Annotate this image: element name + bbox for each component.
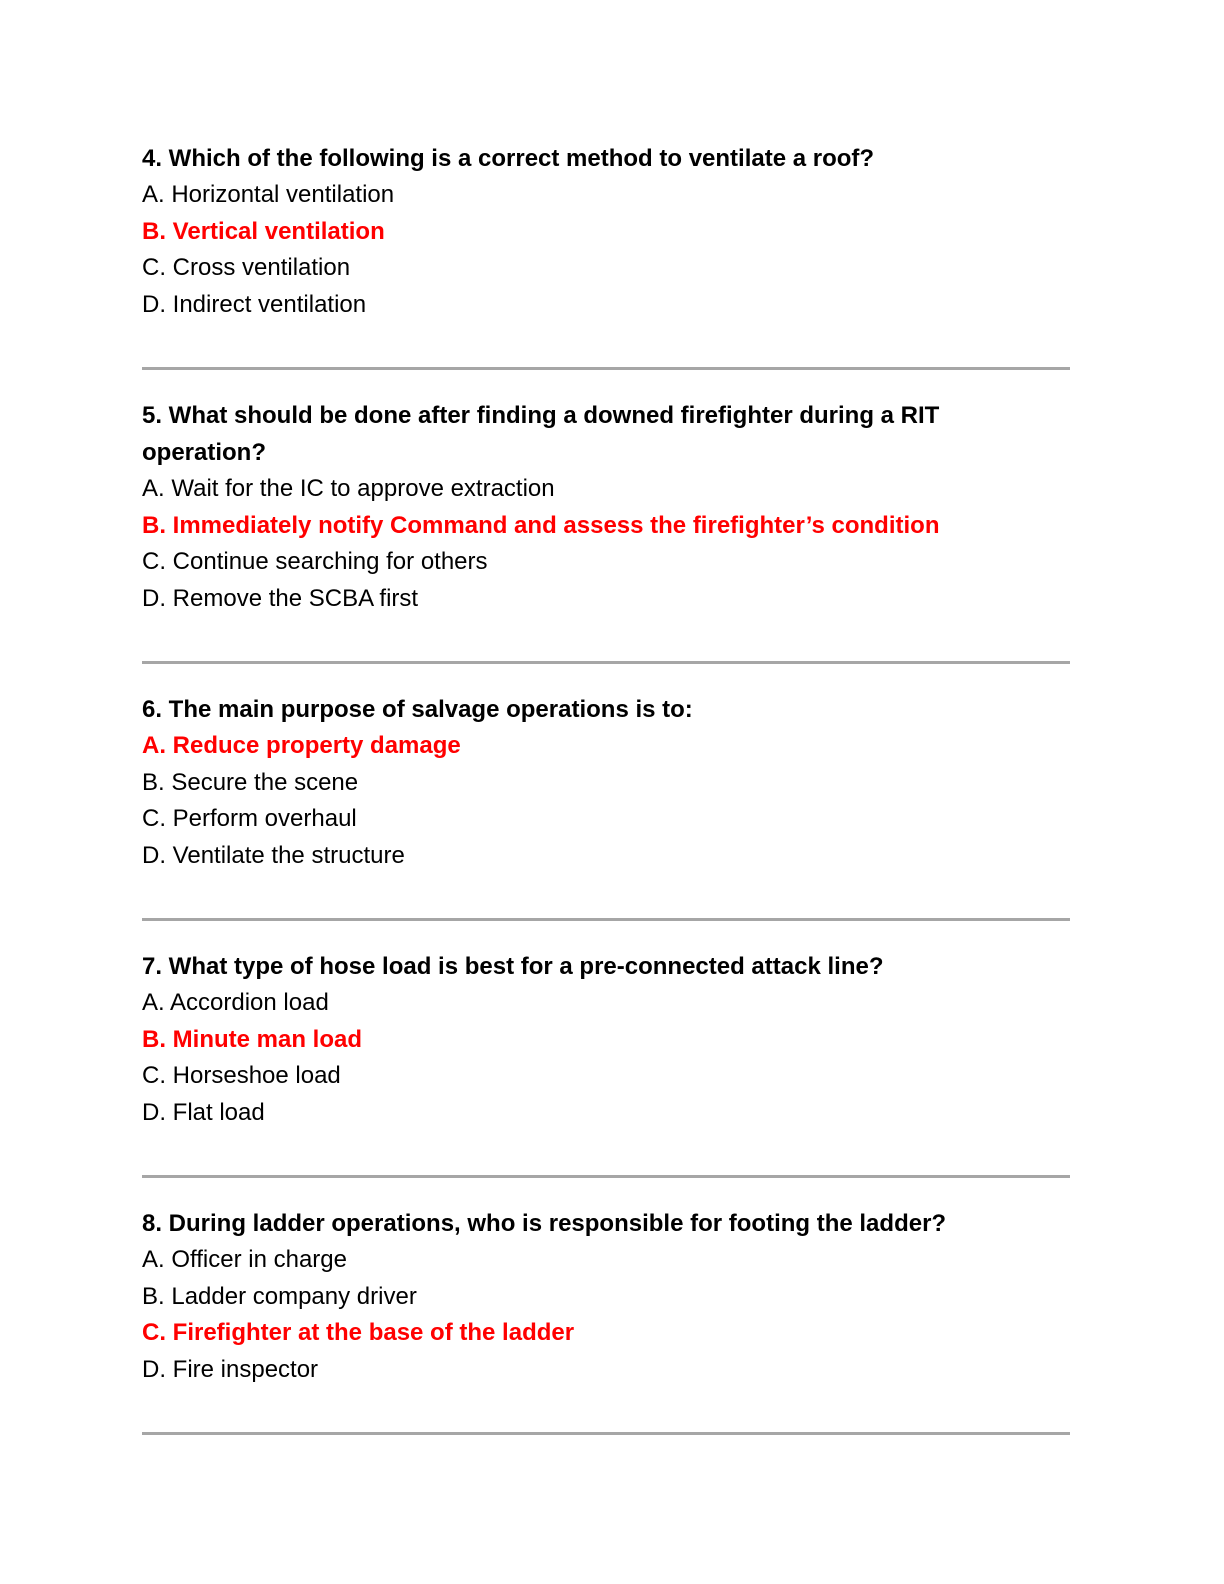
answer-option: B. Secure the scene: [142, 768, 359, 796]
correct-answer-option: B. Minute man load: [142, 1025, 363, 1053]
question-text: 7. What type of hose load is best for a pre-connected attack line?: [142, 953, 884, 980]
answer-option: C. Horseshoe load: [142, 1062, 341, 1089]
question-text: 8. During ladder operations, who is responsible for footing the ladder?: [142, 1210, 947, 1237]
answer-option: A. Officer in charge: [142, 1246, 347, 1273]
question-block-8: [142, 1205, 1072, 1388]
answer-option: C. Continue searching for others: [142, 548, 488, 575]
answer-option: D. Ventilate the structure: [142, 841, 405, 869]
section-divider: [142, 1432, 1070, 1435]
answer-option: C. Perform overhaul: [142, 805, 357, 832]
quiz-page: [142, 140, 1072, 1462]
correct-answer-option: C. Firefighter at the base of the ladder: [142, 1319, 575, 1346]
answer-option: A. Horizontal ventilation: [142, 181, 395, 208]
question-block-6: [142, 691, 1072, 874]
correct-answer-option: B. Immediately notify Command and assess the firefighter’s condition: [142, 511, 940, 539]
answer-option: D. Flat load: [142, 1098, 265, 1126]
question-block-5: [142, 397, 1072, 617]
question-text: 5. What should be done after finding a downed firefighter during a RIT operation?: [142, 402, 940, 466]
question-block-7: [142, 948, 1072, 1131]
section-divider: [142, 1175, 1070, 1178]
answer-option: D. Indirect ventilation: [142, 290, 367, 318]
correct-answer-option: B. Vertical ventilation: [142, 217, 385, 245]
question-text: 4. Which of the following is a correct method to ventilate a roof?: [142, 145, 875, 172]
answer-option: A. Wait for the IC to approve extraction: [142, 475, 555, 502]
section-divider: [142, 918, 1070, 921]
question-block-4: [142, 140, 1072, 323]
answer-option: D. Fire inspector: [142, 1355, 319, 1383]
correct-answer-option: A. Reduce property damage: [142, 732, 461, 759]
answer-option: C. Cross ventilation: [142, 254, 351, 281]
answer-option: A. Accordion load: [142, 989, 329, 1016]
section-divider: [142, 367, 1070, 370]
answer-option: B. Ladder company driver: [142, 1282, 417, 1310]
question-text: 6. The main purpose of salvage operations is to:: [142, 696, 693, 723]
answer-option: D. Remove the SCBA first: [142, 584, 419, 612]
section-divider: [142, 661, 1070, 664]
